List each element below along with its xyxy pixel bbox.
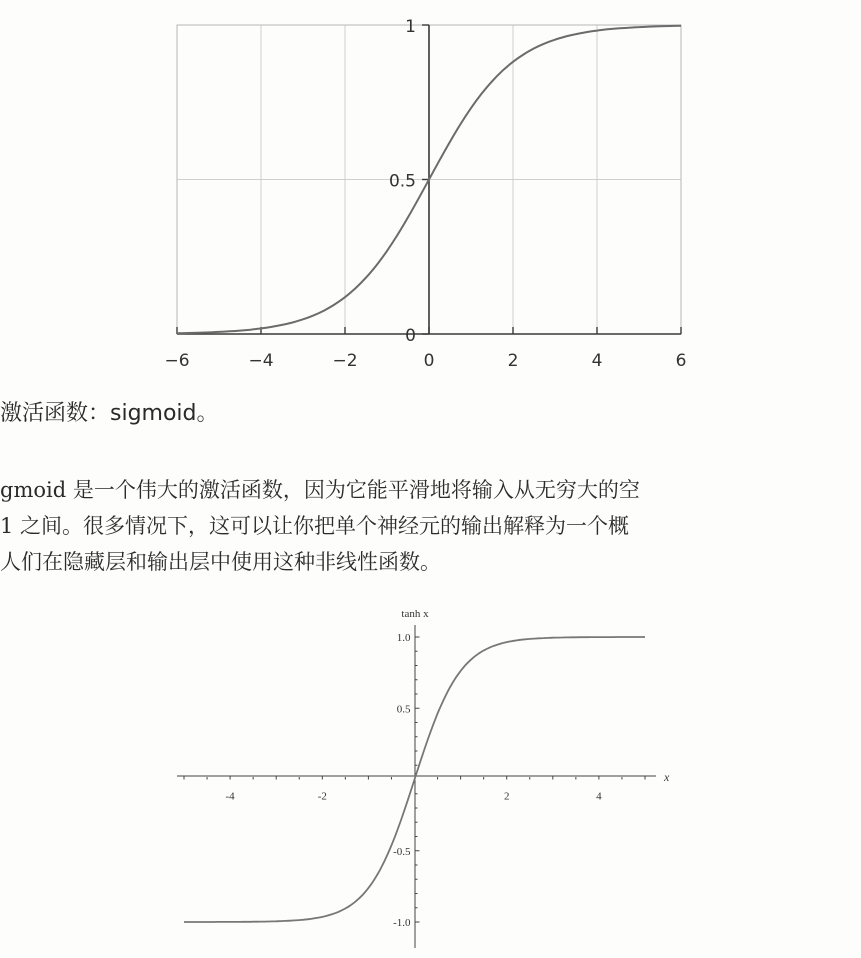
tanh-x-tick-labels (226, 791, 603, 803)
sigmoid-y-tick-label: 0 (405, 326, 416, 346)
paragraph-line-1: gmoid 是一个伟大的激活函数，因为它能平滑地将输入从无穷大的空 (0, 478, 640, 502)
tanh-x-tick-label: 2 (503, 790, 510, 803)
sigmoid-x-tick-label: −2 (332, 351, 358, 371)
sigmoid-y-tick-label: 1 (405, 17, 416, 37)
tanh-y-tick-label: 0.5 (396, 703, 411, 716)
figure-caption: 激活函数：sigmoid。 (0, 401, 219, 426)
tanh-x-axis-label: x (664, 770, 670, 784)
tanh-y-tick-label: -0.5 (393, 845, 411, 858)
sigmoid-x-tick-label: 6 (675, 351, 687, 371)
tanh-x-tick-label: 4 (596, 790, 602, 803)
tanh-x-tick-label: -4 (225, 790, 235, 803)
paragraph-line-3: 人们在隐藏层和输出层中使用这种非线性函数。 (0, 550, 441, 574)
sigmoid-x-tick-label: 2 (507, 351, 519, 371)
tanh-y-tick-labels (393, 632, 411, 929)
tanh-y-tick-label: -1.0 (393, 917, 411, 929)
paragraph-line-2: 1 之间。很多情况下，这可以让你把单个神经元的输出解释为一个概 (0, 514, 630, 538)
sigmoid-x-tick-label: 0 (423, 351, 435, 371)
tanh-y-axis-label: tanh x (401, 608, 429, 620)
sigmoid-x-tick-label: 4 (591, 351, 603, 371)
sigmoid-x-tick-label: −4 (248, 351, 274, 371)
sigmoid-x-tick-label: −6 (164, 351, 190, 371)
tanh-x-tick-label: -2 (317, 790, 327, 803)
sigmoid-y-tick-label: 0.5 (388, 171, 416, 192)
tanh-y-tick-label: 1.0 (396, 632, 411, 644)
